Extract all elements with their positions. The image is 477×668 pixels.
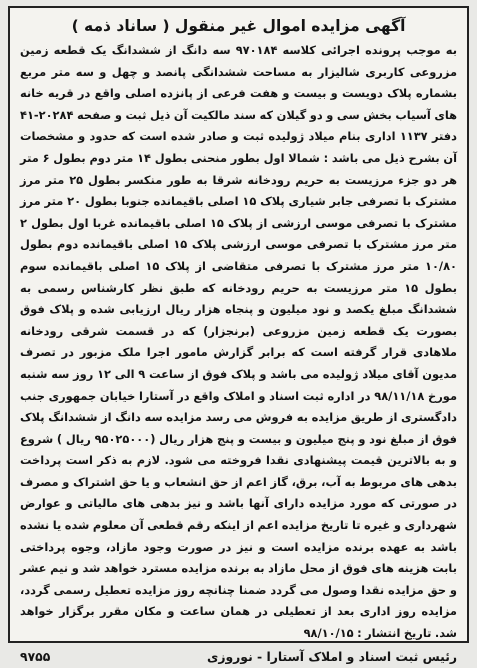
notice-code: ۹۷۵۵ [20,648,51,664]
notice-body: به موجب پرونده اجرائی کلاسه ۹۷۰۱۸۴ سه دانگ از ششدانگ یک قطعه زمین مزروعی کاربری شالیزار به مساحت ششدانگی پانصد و چهل و سه متر مربع بشماره پلاک دویست و بیست و هفت فرعی از پانزده اصلی واقع در قریه خانه های آسیاب بخش سی و دو گیلان که سند مالکیت آن ذیل ثبت و صفحه ۲۰۲۸۴-۴۱ دفتر ۱۱۳۷ اداری بنام میلاد ژولیده ثبت و صادر شده است که حدود و مشخصات آن بشرح ذیل می باشد : شمالا اول بطور منحنی بطول ۱۴ متر دوم بطول ۶ متر هر دو جزء مرزیست به حریم رودخانه شرقا به طور منکسر بطول ۲۵ متر مرز مشترک با تصرفی جابر شیاری پلاک ۱۵ اصلی باقیمانده جنوبا بطول ۲۰ متر مرز مشترک با تصرفی موسی ارزشی از پلاک ۱۵ اصلی باقیمانده غربا اول بطول ۲ متر مرز مشترک با تصرفی موسی ارزشی پلاک ۱۵ اصلی باقیمانده دوم بطول ۱۰/۸۰ متر مرز مشترک با تصرفی متقاضی از پلاک ۱۵ اصلی باقیمانده سوم بطول ۱۵ متر مرزیست به حریم رودخانه که طبق نظر کارشناس رسمی به ششدانگ مبلغ یکصد و نود میلیون و پنجاه هزار ریال ارزیابی شده و پلاک فوق بصورت یک قطعه زمین مزروعی (برنجزار) که در قسمت شرقی رودخانه ملاهادی قرار گرفته است که برابر گزارش مامور اجرا ملک مزبور در تصرف مدیون آقای میلاد ژولیده می باشد و پلاک فوق از ساعت ۹ الی ۱۲ روز سه شنبه مورخ ۹۸/۱۱/۱۸ در اداره ثبت اسناد و املاک واقع در آستارا خیابان جمهوری جنب دادگستری از طریق مزایده به فروش می رسد مزایده سه دانگ از ششدانگ پلاک فوق از مبلغ نود و پنج میلیون و بیست و پنج هزار ریال (۹۵۰۲۵۰۰۰ ریال ) شروع و به بالاترین قیمت پیشنهادی نقدا فروخته می شود. لازم به ذکر است پرداخت بدهی های مربوط به آب، برق، گاز اعم از حق انشعاب و یا حق اشتراک و مصرف در صورتی که مورد مزایده دارای آنها باشد و نیز بدهی های مالیاتی و عوارض شهرداری و غیره تا تاریخ مزایده اعم از اینکه رقم قطعی آن معلوم شده یا نشده باشد به عهده برنده مزایده است و نیز در صورت وجود مازاد، وجوه پرداختی بابت هزینه های فوق از محل مازاد به برنده مزایده مسترد خواهد شد و نیم عشر و حق مزایده نقدا وصول می گردد ضمنا چنانچه روز مزایده تعطیل رسمی گردد، مزایده روز اداری بعد از تعطیلی در همان ساعت و مکان مقرر برگزار خواهد شد. تاریخ انتشار : ۹۸/۱۰/۱۵ [20,43,458,641]
auction-notice [8,6,469,664]
signature-line: رئیس ثبت اسناد و املاک آستارا - نوروزی [206,648,457,664]
notice-title: آگهی مزایده اموال غیر منقول ( ساناد ذمه ) [71,17,406,35]
